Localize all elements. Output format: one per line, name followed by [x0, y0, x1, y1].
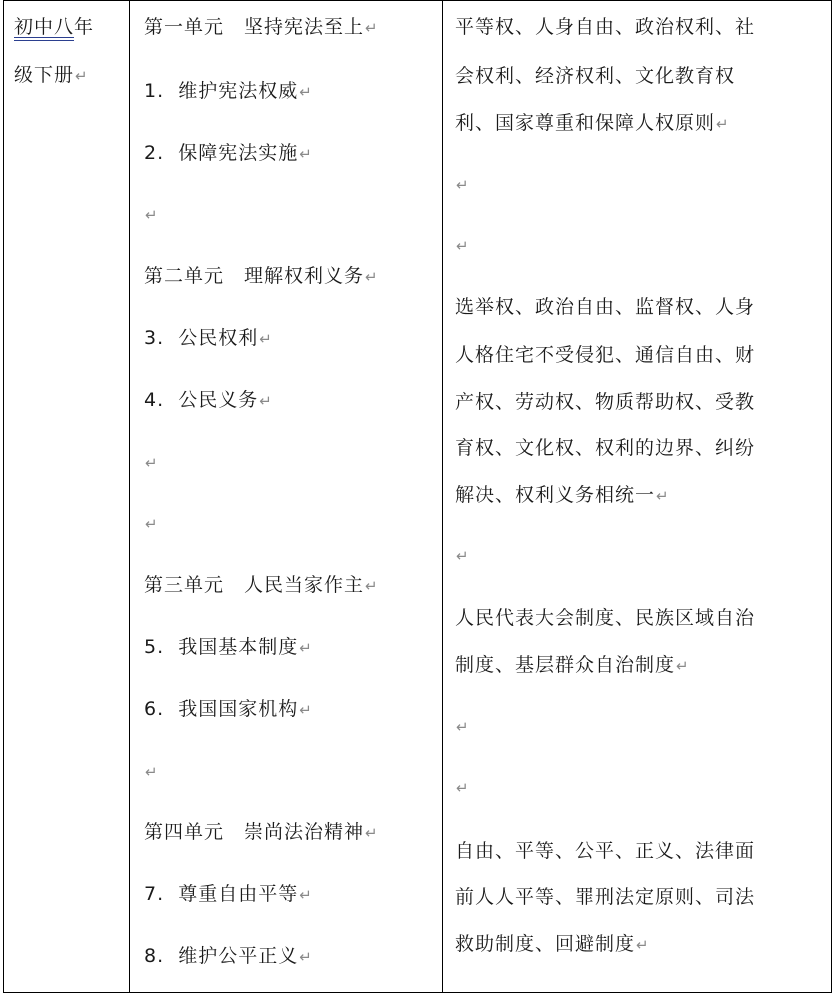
- paragraph-mark-icon: ↵: [365, 824, 378, 842]
- lesson-item: 1. 维护宪法权威↵: [144, 80, 312, 102]
- paragraph-mark-icon: ↵: [145, 515, 158, 533]
- paragraph-mark-icon: ↵: [299, 701, 312, 719]
- paragraph-mark-icon: ↵: [365, 577, 378, 595]
- paragraph-mark-icon: ↵: [299, 886, 312, 904]
- lesson-item: 3. 公民权利↵: [144, 327, 272, 349]
- paragraph-mark-icon: ↵: [145, 763, 158, 781]
- empty-paragraph: [144, 758, 158, 785]
- unit-title: 第四单元 崇尚法治精神↵: [144, 821, 378, 843]
- paragraph-mark-icon: ↵: [365, 268, 378, 286]
- empty-paragraph: [144, 449, 158, 476]
- lesson-item: 6. 我国国家机构↵: [144, 698, 312, 720]
- keypoint-line: 产权、劳动权、物质帮助权、受教: [455, 391, 756, 413]
- keypoint-line: 解决、权利义务相统一↵: [455, 484, 669, 506]
- empty-paragraph: [455, 232, 469, 259]
- grade-line-2: 级下册↵: [14, 64, 88, 86]
- keypoint-line: 选举权、政治自由、监督权、人身: [455, 296, 756, 318]
- empty-paragraph: [144, 201, 158, 228]
- empty-paragraph: [455, 774, 469, 801]
- lesson-item: 7. 尊重自由平等↵: [144, 883, 312, 905]
- paragraph-mark-icon: ↵: [299, 83, 312, 101]
- unit-title: 第二单元 理解权利义务↵: [144, 265, 378, 287]
- unit-title: 第三单元 人民当家作主↵: [144, 574, 378, 596]
- paragraph-mark-icon: ↵: [145, 206, 158, 224]
- grade-line-1: 初中八年: [14, 16, 95, 38]
- keypoint-line: 人格住宅不受侵犯、通信自由、财: [455, 344, 756, 366]
- paragraph-mark-icon: ↵: [636, 936, 649, 954]
- paragraph-mark-icon: ↵: [676, 657, 689, 675]
- paragraph-mark-icon: ↵: [145, 454, 158, 472]
- keypoint-line: 制度、基层群众自治制度↵: [455, 654, 689, 676]
- paragraph-mark-icon: ↵: [259, 330, 272, 348]
- content-table: [3, 0, 832, 993]
- paragraph-mark-icon: ↵: [299, 948, 312, 966]
- paragraph-mark-icon: ↵: [716, 115, 729, 133]
- paragraph-mark-icon: ↵: [75, 67, 88, 85]
- keypoint-line: 平等权、人身自由、政治权利、社: [455, 16, 756, 38]
- paragraph-mark-icon: ↵: [259, 392, 272, 410]
- keypoint-line: 前人人平等、罪刑法定原则、司法: [455, 886, 756, 908]
- paragraph-mark-icon: ↵: [656, 487, 669, 505]
- paragraph-mark-icon: ↵: [365, 19, 378, 37]
- lesson-item: 2. 保障宪法实施↵: [144, 142, 312, 164]
- keypoint-line: 利、国家尊重和保障人权原则↵: [455, 112, 729, 134]
- lesson-item: 4. 公民义务↵: [144, 389, 272, 411]
- lesson-item: 8. 维护公平正义↵: [144, 945, 312, 967]
- paragraph-mark-icon: ↵: [456, 237, 469, 255]
- column-divider-2: [442, 1, 443, 992]
- column-divider-1: [129, 1, 130, 992]
- paragraph-mark-icon: ↵: [299, 639, 312, 657]
- empty-paragraph: [455, 542, 469, 569]
- paragraph-mark-icon: ↵: [456, 718, 469, 736]
- keypoint-line: 自由、平等、公平、正义、法律面: [455, 840, 756, 862]
- keypoint-line: 会权利、经济权利、文化教育权: [455, 65, 736, 87]
- paragraph-mark-icon: ↵: [456, 547, 469, 565]
- lesson-item: 5. 我国基本制度↵: [144, 636, 312, 658]
- paragraph-mark-icon: ↵: [456, 176, 469, 194]
- empty-paragraph: [455, 171, 469, 198]
- keypoint-line: 人民代表大会制度、民族区域自治: [455, 607, 756, 629]
- keypoint-line: 救助制度、回避制度↵: [455, 933, 649, 955]
- empty-paragraph: [455, 713, 469, 740]
- empty-paragraph: [144, 510, 158, 537]
- paragraph-mark-icon: ↵: [456, 779, 469, 797]
- paragraph-mark-icon: ↵: [299, 145, 312, 163]
- keypoint-line: 育权、文化权、权利的边界、纠纷: [455, 437, 756, 459]
- unit-title: 第一单元 坚持宪法至上↵: [144, 16, 378, 38]
